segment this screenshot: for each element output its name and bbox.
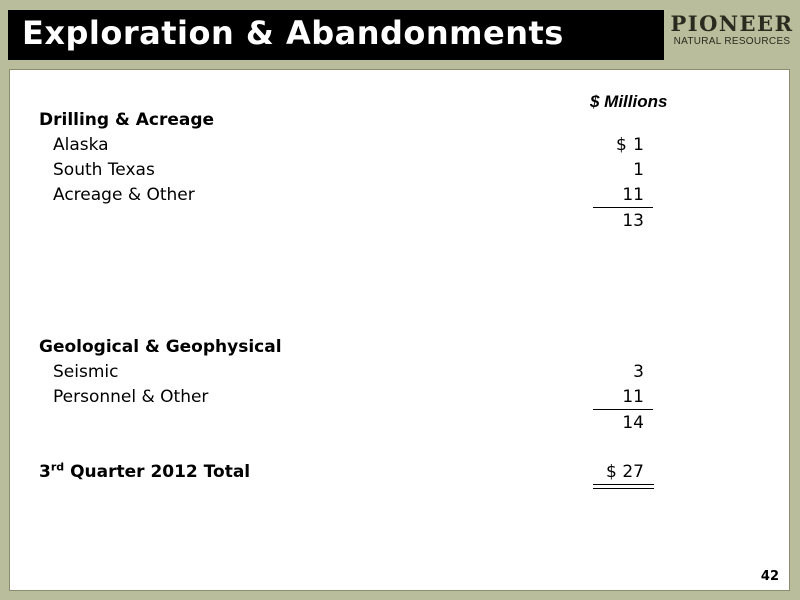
pioneer-logo — [668, 12, 796, 56]
subtotal-row — [10, 411, 791, 435]
section-heading-row — [10, 108, 791, 132]
subtotal-drilling-acreage: 13 — [622, 211, 644, 231]
section-title-drilling-acreage: Drilling & Acreage — [39, 110, 215, 130]
subtotal-rule — [593, 207, 653, 208]
total-label: 3rd Quarter 2012 Total — [39, 460, 251, 482]
currency-symbol: $ — [616, 135, 627, 155]
table-row — [10, 183, 791, 207]
row-value-seismic: 3 — [633, 362, 644, 382]
logo-tagline: NATURAL RESOURCES — [673, 36, 791, 47]
row-label-alaska: Alaska — [53, 135, 109, 155]
row-value-south-texas: 1 — [633, 160, 644, 180]
title-bar — [8, 10, 664, 60]
column-header-millions: $ Millions — [590, 92, 668, 111]
row-value-alaska — [592, 133, 644, 157]
table-row — [10, 158, 791, 182]
amount: 27 — [622, 462, 644, 482]
logo-wordmark: PIONEER — [670, 11, 794, 36]
subtotal-row — [10, 209, 791, 233]
content-panel — [9, 69, 790, 591]
total-row — [10, 460, 791, 484]
amount: 1 — [633, 135, 644, 155]
page-number: 42 — [760, 569, 779, 584]
page-title: Exploration & Abandonments — [22, 14, 564, 52]
row-label-seismic: Seismic — [53, 362, 119, 382]
currency-symbol: $ — [606, 462, 617, 482]
total-value — [592, 460, 644, 484]
row-label-acreage-other: Acreage & Other — [53, 185, 195, 205]
subtotal-geological-geophysical: 14 — [622, 413, 644, 433]
row-value-acreage-other: 11 — [622, 185, 644, 205]
section-title-geological-geophysical: Geological & Geophysical — [39, 337, 282, 357]
subtotal-rule — [593, 409, 653, 410]
table-row — [10, 133, 791, 157]
row-value-personnel-other: 11 — [622, 387, 644, 407]
row-label-personnel-other: Personnel & Other — [53, 387, 209, 407]
section-heading-row — [10, 335, 791, 359]
total-double-rule — [593, 484, 654, 489]
row-label-south-texas: South Texas — [53, 160, 155, 180]
table-row — [10, 360, 791, 384]
table-row — [10, 385, 791, 409]
